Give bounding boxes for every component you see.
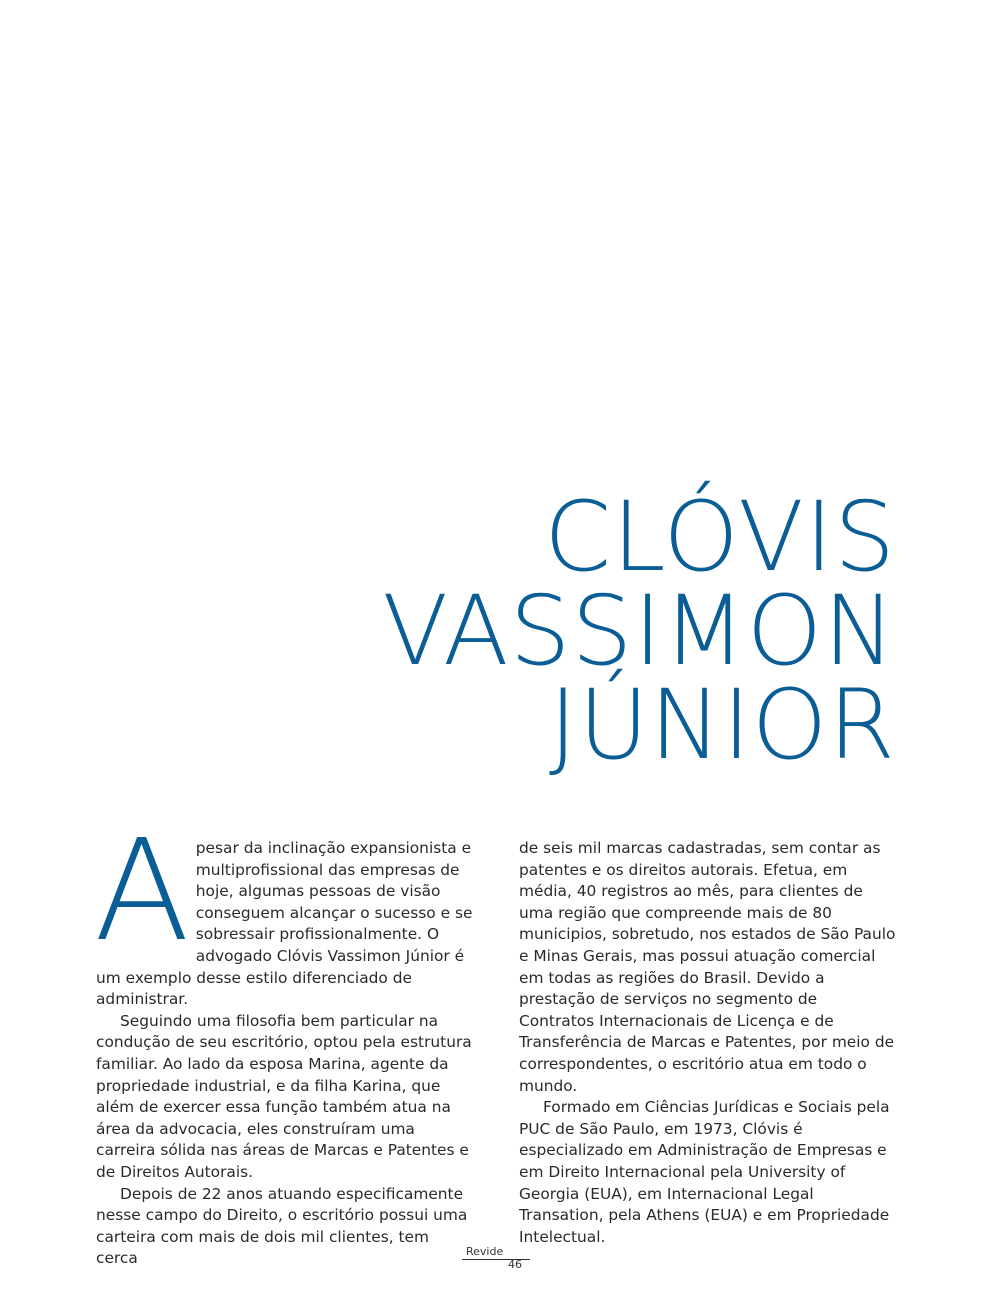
paragraph-3-continued: de seis mil marcas cadastradas, sem contar as patentes e os direitos autorais. Efetua, em média, 40 registros ao mês, para clientes de uma região que compreende mais de 80 municipios, sobretudo, nos estados de São Paulo e Minas Gerais, mas possui atuação comercial em todas as regiões do Brasil. Devido a prestação de serviços no segmento de Contratos Internacionais de Licença e de Transferência de Marcas e Patentes, por meio de correspondentes, o escritório atua em todo o mundo.: [519, 839, 896, 1095]
paragraph-3: Depois de 22 anos atuando especificamente nesse campo do Direito, o escritório possui uma carteira com mais de dois mil clientes, tem cerca: [96, 1184, 468, 1268]
title-line-2: VASSIMON: [382, 575, 896, 687]
paragraph-intro: [94, 810, 474, 1011]
title-line-3: JÚNIOR: [549, 669, 896, 781]
text-column-left: [94, 810, 474, 1270]
text-column-right: [519, 838, 897, 1248]
paragraph-intro-text: pesar da inclinação expansionista e multiprofissional das empresas de hoje, algumas pessoas de visão conseguem alcançar o sucesso e se sobressair profissionalmente. O advogado Clóvis Vassimon Júnior é um exemplo desse estilo diferenciado de administrar.: [96, 839, 473, 1009]
title-line-1: CLÓVIS: [544, 481, 896, 593]
page-footer: [462, 1246, 530, 1270]
magazine-name: Revide: [466, 1245, 504, 1258]
paragraph-2: Seguindo uma filosofia bem particular na condução de seu escritório, optou pela estrutura familiar. Ao lado da esposa Marina, agente da propriedade industrial, e da filha Karina, que além de exercer essa função também atua na área da advocacia, eles construíram uma carreira sólida nas áreas de Marcas e Patentes e de Direitos Autorais.: [96, 1011, 472, 1181]
article-title: [382, 481, 896, 781]
drop-cap: A: [94, 810, 190, 973]
paragraph-4: Formado em Ciências Jurídicas e Sociais pela PUC de São Paulo, em 1973, Clóvis é especializado em Administração de Empresas e em Direito Internacional pela University of Georgia (EUA), em Internacional Legal Transation, pela Athens (EUA) e em Propriedade Intelectual.: [519, 1098, 890, 1246]
page-number: 46: [508, 1258, 522, 1271]
